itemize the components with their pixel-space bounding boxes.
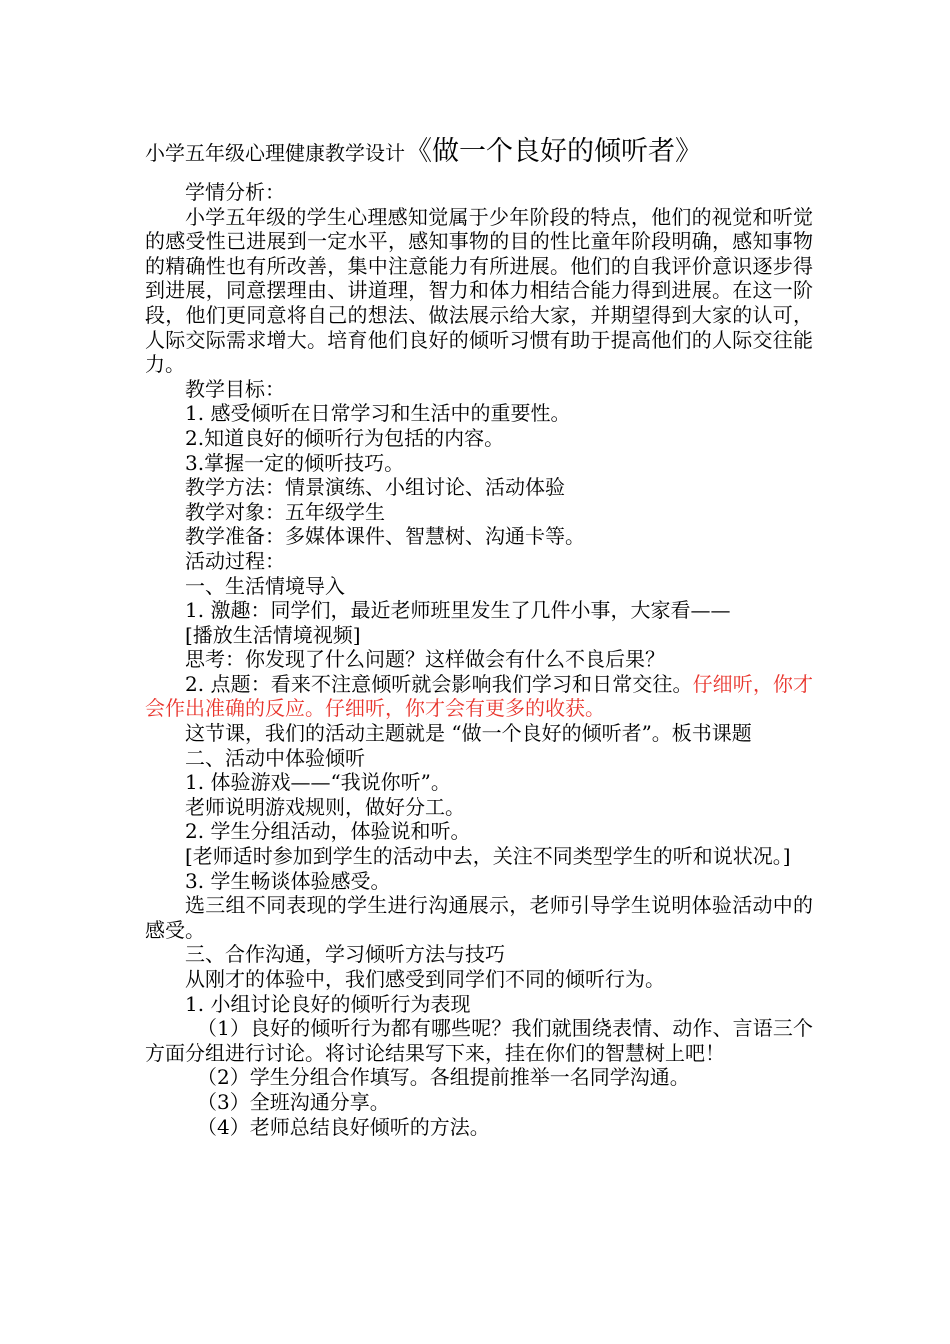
document-title: [145, 135, 813, 170]
teaching-preparation: 教学准备：多媒体课件、智慧树、沟通卡等。: [185, 524, 585, 549]
group-activity: 2. 学生分组活动，体验说和听。: [185, 819, 471, 844]
discussion-item-4: （4）老师总结良好倾听的方法。: [197, 1114, 490, 1139]
section-heading-2: 二、活动中体验倾听: [185, 745, 365, 770]
goal-item-1: 1. 感受倾听在日常学习和生活中的重要性。: [185, 401, 571, 426]
step-topic-text: 2. 点题：看来不注意倾听就会影响我们学习和日常交往。: [185, 671, 693, 696]
paragraph-analysis: 小学五年级的学生心理感知觉属于少年阶段的特点，他们的视觉和听觉的感受性已进展到一定水平，感知事物的目的性比童年阶段明确，感知事物的精确性也有所改善，集中注意能力有所进展。他们的自我评价意识逐步得到进展，同意摆理由、讲道理，智力和体力相结合能力得到进展。在这一阶段，他们更同意将自己的想法、做法展示给大家，并期望得到大家的认可，人际交际需求增大。培育他们良好的倾听习惯有助于提高他们的人际交往能力。: [145, 204, 813, 377]
document-page: [145, 135, 813, 1139]
share-step: 3. 学生畅谈体验感受。: [185, 868, 391, 893]
heading-analysis: 学情分析：: [185, 180, 285, 204]
title-prefix: 小学五年级心理健康教学设计: [145, 141, 405, 165]
teaching-target: 教学对象：五年级学生: [185, 499, 385, 524]
goal-item-2: 2.知道良好的倾听行为包括的内容。: [185, 425, 505, 450]
share-detail: 选三组不同表现的学生进行沟通展示，老师引导学生说明体验活动中的感受。: [145, 893, 813, 942]
discussion-item-2: （2）学生分组合作填写。各组提前推举一名同学沟通。: [197, 1065, 690, 1090]
teacher-note: [老师适时参加到学生的活动中去，关注不同类型学生的听和说状况。]: [185, 844, 791, 869]
discussion-item-1: （1）良好的倾听行为都有哪些呢？我们就围绕表情、动作、言语三个方面分组进行讨论。将讨论结果写下来，挂在你们的智慧树上吧！: [145, 1016, 813, 1065]
rules-note: 老师说明游戏规则，做好分工。: [185, 794, 465, 819]
discussion-step: 1. 小组讨论良好的倾听行为表现: [185, 991, 471, 1016]
experience-summary: 从刚才的体验中，我们感受到同学们不同的倾听行为。: [185, 967, 665, 991]
section-heading-1: 一、生活情境导入: [185, 573, 345, 598]
theme-statement: 这节课，我们的活动主题就是 “做一个良好的倾听者”。板书课题: [185, 721, 752, 746]
game-step: 1. 体验游戏——“我说你听”。: [185, 770, 451, 795]
discussion-item-3: （3）全班沟通分享。: [197, 1089, 390, 1114]
section-heading-3: 三、合作沟通，学习倾听方法与技巧: [185, 942, 505, 967]
video-note: [播放生活情境视频]: [185, 622, 361, 647]
step-topic-highlight: 仔细听，你才会作出准确的反应。仔细听，你才会有更多的收获。: [145, 671, 813, 721]
step-stimulate: 1. 激趣：同学们，最近老师班里发生了几件小事，大家看——: [185, 598, 731, 623]
goal-item-3: 3.掌握一定的倾听技巧。: [185, 450, 405, 475]
think-question: 思考：你发现了什么问题？这样做会有什么不良后果？: [185, 647, 665, 672]
heading-goals: 教学目标：: [185, 376, 285, 401]
step-topic: [145, 672, 813, 721]
heading-process: 活动过程：: [185, 548, 285, 573]
title-main: 《做一个良好的倾听者》: [405, 136, 702, 167]
teaching-methods: 教学方法：情景演练、小组讨论、活动体验: [185, 475, 565, 500]
